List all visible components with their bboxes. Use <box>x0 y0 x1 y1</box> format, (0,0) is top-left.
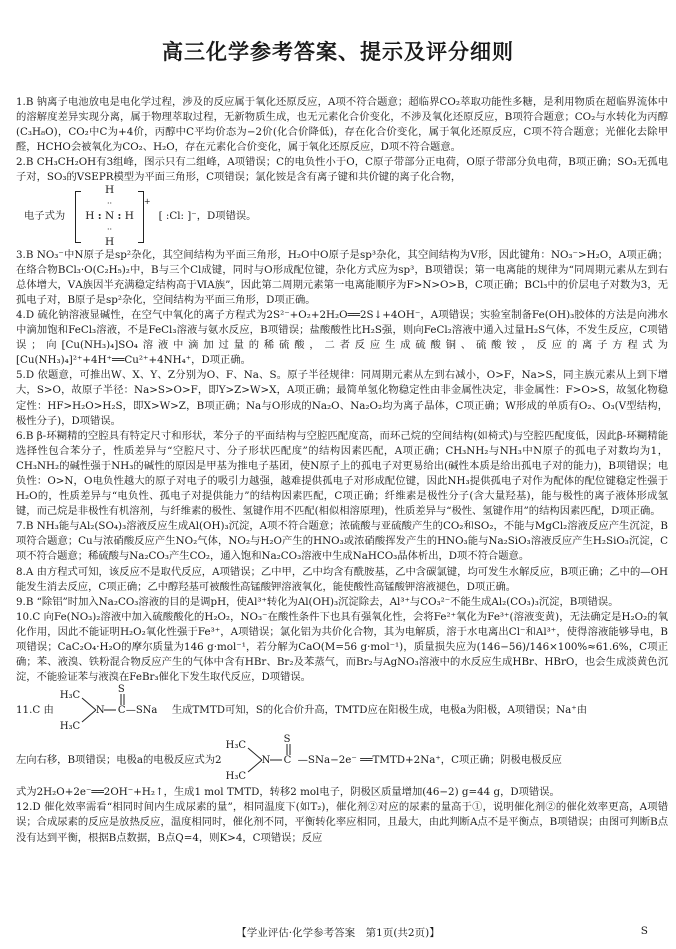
carbon-atom: C <box>117 705 126 717</box>
dithiocarbamate-structure <box>58 686 168 734</box>
formula-prefix: 电子式为 <box>24 210 66 223</box>
answer-4: 4.D 硫化钠溶液显碱性，在空气中氧化的离子方程式为2S²⁻+O₂+2H₂O══2S↓+4OH⁻，A项错误；实验室制备Fe(OH)₃胶体的方法是向沸水中滴加饱和FeCl₃溶液，不是FeCl₃溶液与氨水反应，B项错误；盐酸酸性比H₂S强，则向FeCl₂溶液中通入过量H₂S气体，不发生反应，C项错误；向[Cu(NH₃)₄]SO₄溶液中滴加过量的稀硫酸，二者反应生成硫酸铜、硫酸铵，反应的离子方程式为[Cu(NH₃)₄]²⁺+4H⁺══Cu²⁺+4NH₄⁺，D项正确。 <box>16 308 668 367</box>
ammonium-lewis: H ·· H : N : H ·· H <box>85 184 134 249</box>
answer-5: 5.D 依题意，可推出W、X、Y、Z分别为O、F、Na、S。原子半径规律：同周期元素从左到右减小，O>F，Na>S，同主族元素从上到下增大，S>O，故原子半径：Na>S>O>F，即Y>Z>W>X，A项正确；最简单氢化物稳定性由非金属性决定，非金属性：F>O>S，故氢化物稳定性：HF>H₂O>H₂S，即X>W>Z，B项正确；Na与O形成的Na₂O、Na₂O₂均为离子晶体，C项正确；W形成的单质有O₂、O₃(V型结构，极性分子)，D项错误。 <box>16 369 668 427</box>
answer-8: 8.A 由方程式可知，该反应不是取代反应，A项错误；乙中甲，乙中均含有酰胺基，乙中含碳氯键，均可发生水解反应，B项正确；乙中的—OH能发生消去反应，C项正确；乙中醇羟基可被酸性高锰酸钾溶液氧化，能使酸性高锰酸钾溶液褪色，D项正确。 <box>16 565 668 593</box>
lewis-h-top: H <box>104 184 115 197</box>
answer-11-line3: 式为2H₂O+2e⁻══2OH⁻+H₂↑，生成1 mol TMTD，转移2 mol电子，阴极区质量增加(46−2) g=44 g，D项错误。 <box>16 786 560 799</box>
chloride-lewis: [ :Cl: ]⁻ <box>158 210 197 223</box>
answer-11-lead: 11.C 由 <box>16 703 54 716</box>
answer-12: 12.D 催化效率需看“相同时间内生成尿素的量”，相同温度下(如T₂)，催化剂②对应的尿素的量高于①，说明催化剂②的催化效率更高，A项错误；合成尿素的反应是放热反应，温度相同时，催化剂不同，平衡转化率应相同，且最大，由此判断A点不是平衡点，B项错误；由图可判断B点没有达到平衡，根据B点数据，B点Q=4，则K>4，C项错误；反应 <box>16 801 668 844</box>
nitrogen-atom: N <box>95 705 105 717</box>
answer-1: 1.B 钠离子电池放电是电化学过程，涉及的反应属于氧化还原反应，A项不符合题意；超临界CO₂萃取功能性多糖，是利用物质在超临界流体中的溶解度差异实现分离，属于物理萃取过程，无新物质生成，也无元素化合价变化，不涉及氧化还原反应，B项符合题意；CO₂与水转化为丙醇(C₃H₈O)，CO₂中C为+4价，丙醇中C平均价态为−2价(化合价降低)，存在化合价变化，属于氧化还原反应，C项不符合题意；光催化去除甲醛，HCHO会被氧化为CO₂、H₂O，存在元素化合价变化，属于氧化还原反应，D项不符合题意。 <box>16 96 668 154</box>
carbon-atom-2: C <box>283 755 292 767</box>
answer-2: 2.B CH₃CH₂OH有3组峰，图示只有二组峰，A项错误；C的电负性小于O，C原子带部分正电荷，O原子带部分负电荷，B项正确；SO₃无孤电子对，SO₃的VSEPR模型为平面三角形，C项错误；氯化铵是含有离子键和共价键的离子化合物， <box>16 156 668 184</box>
footer-mark: S <box>640 925 648 937</box>
answer-11-text1: 生成TMTD可知，S的化合价升高，TMTD应在阳极生成，电极a为阳极，A项错误；Na⁺由 <box>171 703 588 716</box>
formula-suffix: ，D项错误。 <box>196 210 257 223</box>
page-title: 高三化学参考答案、提示及评分细则 <box>162 40 514 64</box>
methyl-top: H₃C <box>59 690 81 702</box>
methyl-bottom: H₃C <box>59 721 81 733</box>
answer-body <box>16 95 668 846</box>
answer-9: 9.B “除铝”时加入Na₂CO₃溶液的目的是调pH，使Al³⁺转化为Al(OH)₃沉淀除去，Al³⁺与CO₃²⁻不能生成Al₂(CO₃)₃沉淀，B项错误。 <box>16 595 619 608</box>
nitrogen-atom-2: N <box>261 755 271 767</box>
cation-charge: + <box>143 196 151 206</box>
electron-formula <box>24 184 668 249</box>
answer-6: 6.B β-环糊精的空腔具有特定尺寸和形状，苯分子的平面结构与空腔匹配度高，而环己烷的空间结构(如椅式)与空腔匹配度低，因此β-环糊精能选择性包合苯分子，性质差异与“空腔尺寸、分子形状匹配度”的结构因素匹配，A项正确；CH₃NH₂与NH₃中N原子的孤电子对数均为1，CH₃NH₂的碱性强于NH₃的碱性的原因是甲基为推电子基团，使N原子上的孤电子对更易给出(碱性本质是给出孤电子对的能力)，B项错误；电负性：O>N，O电负性越大的原子对电子的吸引力越强，越难提供孤电子对形成配位键，因此NH₃提供孤电子对作为配体的配位键稳定性强于H₂O的，性质差异与“电负性、孤电子对提供能力”的结构因素匹配，C项正确；纤维素是极性分子(含大量羟基)，能与极性的离子液体形成氢键，而己烷是非极性有机溶剂，与纤维素的极性、氢键作用不匹配(相似相溶原理)，性质差异与“极性、氢键作用”的结构因素匹配，D项正确。 <box>16 429 668 518</box>
answer-11-line2 <box>16 735 668 785</box>
sulfur-atom-2: S <box>283 734 291 746</box>
sna-group: —SNa <box>125 705 158 717</box>
methyl-bottom-2: H₃C <box>225 771 246 783</box>
lewis-h-bottom: H <box>104 236 115 249</box>
answer-11-text2: 左向右移，B项错误；电极a的电极反应式为2 <box>16 753 222 766</box>
answer-11-text3: —SNa−2e⁻ ══TMTD+2Na⁺，C项正确；阴极电极反应 <box>297 753 562 766</box>
lewis-center-row: H : N : H <box>85 210 134 223</box>
answer-11-line1 <box>16 685 668 735</box>
dithiocarbamate-structure-2 <box>224 736 296 784</box>
methyl-top-2: H₃C <box>225 740 246 752</box>
page-footer: 【学业评估·化学参考答案 第1页(共2页)】 <box>236 927 440 939</box>
sulfur-atom: S <box>117 684 125 696</box>
answer-7: 7.B NH₃能与Al₂(SO₄)₃溶液反应生成Al(OH)₃沉淀，A项不符合题意；浓硫酸与亚硫酸产生的CO₂和SO₂，不能与MgCl₂溶液反应产生沉淀，B项符合题意；Cu与浓硝酸反应产生NO₂气体，NO₂与H₂O产生的HNO₃或浓硝酸挥发产生的HNO₃能与Na₂SiO₃溶液反应产生H₂SiO₃沉淀，C项不符合题意；稀硫酸与Na₂CO₃产生CO₂，通入饱和Na₂CO₃溶液中生成NaHCO₃晶体析出，D项不符合题意。 <box>16 520 668 563</box>
answer-3: 3.B NO₃⁻中N原子是sp²杂化，其空间结构为平面三角形，H₂O中O原子是sp³杂化，其空间结构为V形，因此键角：NO₃⁻>H₂O，A项正确；在络合物BCl₃·O(C₂H₅)₂中，B与三个Cl成键，同时与O形成配位键，杂化方式应为sp³，B项错误；第一电离能的规律为“同周期元素从左到右总体增大，ⅤA族因半充满稳定结构高于ⅥA族”，因此第二周期元素第一电离能顺序为F>N>O>B，C项正确；BCl₃中的价层电子对数为3，无孤电子对，B原子是sp²杂化，空间结构为平面三角形，D项正确。 <box>16 248 668 306</box>
answer-10: 10.C 向Fe(NO₃)₂溶液中加入硫酸酸化的H₂O₂，NO₃⁻在酸性条件下也具有强氧化性，会将Fe²⁺氧化为Fe³⁺(溶液变黄)，无法确定是H₂O₂的氧化作用，因此不能证明H₂O₂氧化性强于Fe³⁺，A项错误；氯化铝为共价化合物，其为电解质，溶于水电离出Cl⁻和Al³⁺，使得溶液能够导电，B项错误；CaC₂O₄·H₂O的摩尔质量为146 g·mol⁻¹，若分解为CaO(M=56 g·mol⁻¹)，质量损失应为(146−56)/146×100%≈61.6%，C项正确；苯、液溴、铁粉混合物反应产生的气体中含有HBr、Br₂及苯蒸气，而Br₂与AgNO₃溶液中的水反应生成HBr、HBrO，也会生成淡黄色沉淀，不能验证苯与液溴在FeBr₃催化下发生取代反应，D项错误。 <box>16 610 668 684</box>
